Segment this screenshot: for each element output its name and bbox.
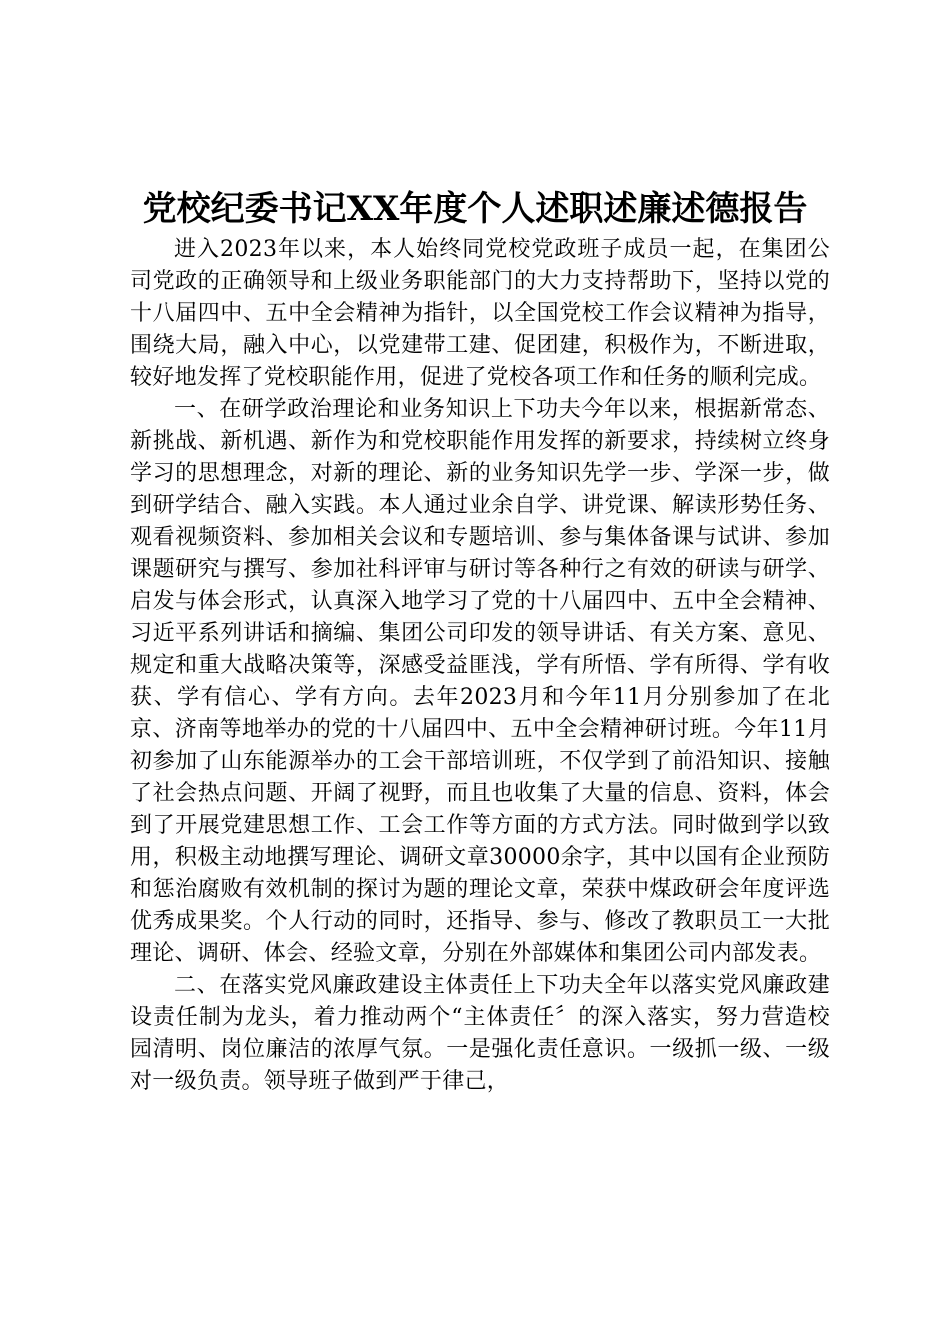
paragraph-section-one: 一、在研学政治理论和业务知识上下功夫今年以来，根据新常态、新挑战、新机遇、新作为和党校职能作用发挥的新要求，持续树立终身学习的思想理念，对新的理论、新的业务知识先学一步、学深一步，做到研学结合、融入实践。本人通过业余自学、讲党课、解读形势任务、观看视频资料、参加相关会议和专题培训、参与集体备课与试讲、参加课题研究与撰写、参加社科评审与研讨等各种行之有效的研读与研学、启发与体会形式，认真深入地学习了党的十八届四中、五中全会精神、习近平系列讲话和摘编、集团公司印发的领导讲话、有关方案、意见、规定和重大战略决策等，深感受益匪浅，学有所悟、学有所得、学有收获、学有信心、学有方向。去年2023月和今年11月分别参加了在北京、济南等地举办的党的十八届四中、五中全会精神研讨班。今年11月初参加了山东能源举办的工会干部培训班，不仅学到了前沿知识、接触了社会热点问题、开阔了视野，而且也收集了大量的信息、资料，体会到了开展党建思想工作、工会工作等方面的方式方法。同时做到学以致用，积极主动地撰写理论、调研文章30000余字，其中以国有企业预防和惩治腐败有效机制的探讨为题的理论文章，荣获中煤政研会年度评选优秀成果奖。个人行动的同时，还指导、参与、修改了教职员工一大批理论、调研、体会、经验文章，分别在外部媒体和集团公司内部发表。 [130, 397, 830, 966]
document-title: 党校纪委书记XX年度个人述职述廉述德报告 [142, 189, 808, 229]
document-body [130, 234, 830, 1098]
paragraph-intro: 进入2023年以来，本人始终同党校党政班子成员一起，在集团公司党政的正确领导和上级业务职能部门的大力支持帮助下，坚持以党的十八届四中、五中全会精神为指针，以全国党校工作会议精神为指导，围绕大局，融入中心，以党建带工建、促团建，积极作为，不断进取，较好地发挥了党校职能作用，促进了党校各项工作和任务的顺利完成。 [130, 237, 830, 390]
paragraph-section-two: 二、在落实党风廉政建设主体责任上下功夫全年以落实党风廉政建设责任制为龙头，着力推动两个“主体责任〞的深入落实，努力营造校园清明、岗位廉洁的浓厚气氛。一是强化责任意识。一级抓一级、一级对一级负责。领导班子做到严于律己， [130, 973, 830, 1094]
